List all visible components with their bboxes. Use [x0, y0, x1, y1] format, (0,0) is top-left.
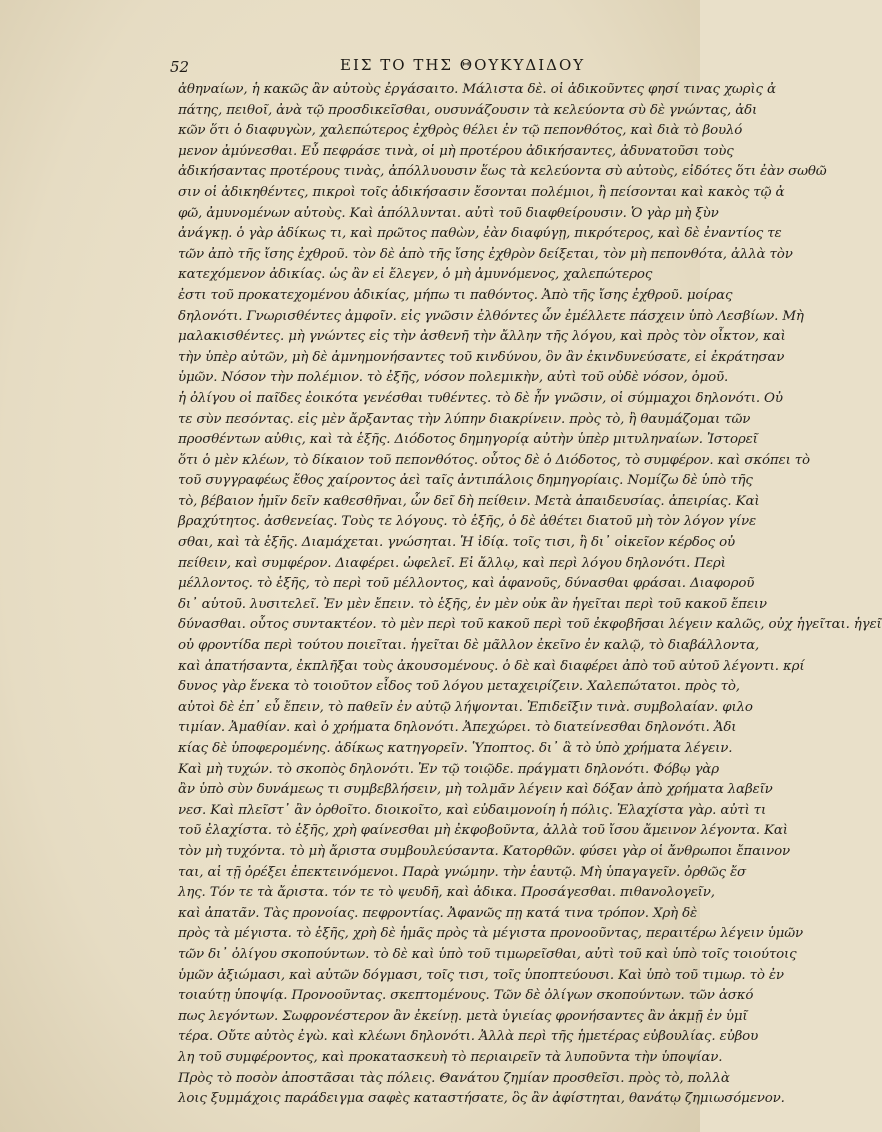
text-line: δύνασθαι. οὗτος συντακτέον. τὸ μὲν περὶ τοῦ κακοῦ περὶ τοῦ ἐκφοβῆσαι λέγειν καλῶς, οὐχ ἡγεῖται. ἡγεῖ — [178, 617, 882, 633]
text-line: νεσ. Καὶ πλεῖστ᾽ ἂν ὀρθοῖτο. διοικοῖτο, καὶ εὐδαιμονοίη ἡ πόλις. Ἐλαχίστα γὰρ. αὐτὶ τι — [178, 802, 767, 818]
text-line: τιμίαν. Ἀμαθίαν. καὶ ὁ χρήματα δηλονότι. Ἀπεχώρει. τὸ διατείνεσθαι δηλονότι. Ἀδι — [178, 720, 737, 736]
commentary-text — [178, 80, 882, 1110]
text-line: τῶν δι᾽ ὀλίγου σκοπούντων. τὸ δὲ καὶ ὑπὸ τοῦ τιμωρεῖσθαι, αὐτὶ τοῦ καὶ ὑπὸ τοῖς τοιούτοις — [178, 946, 797, 962]
text-line: μενον ἀμύνεσθαι. Εὖ πεφράσε τινὰ, οἱ μὴ προτέρου ἀδικήσαντες, ἀδυνατοῦσι τοὺς — [178, 143, 734, 159]
text-line: ὅτι ὁ μὲν κλέων, τὸ δίκαιον τοῦ πεπονθότος. οὗτος δὲ ὁ Διόδοτος, τὸ συμφέρον. καὶ σκόπει τὸ — [178, 452, 810, 468]
text-line: πως λεγόντων. Σωφρονέστερον ἂν ἐκείνῃ. μετὰ ὑγιείας φρονήσαντες ἂν ἀκμῇ ἐν ὑμῖ — [178, 1008, 748, 1024]
text-line: πείθειν, καὶ συμφέρον. Διαφέρει. ὠφελεῖ. Εἰ ἄλλῳ, καὶ περὶ λόγου δηλονότι. Περὶ — [178, 555, 726, 571]
page-number: 52 — [170, 58, 190, 76]
text-line: ὑμῶν. Νόσον τὴν πολέμιον. τὸ ἐξῆς, νόσον πολεμικὴν, αὐτὶ τοῦ οὐδὲ νόσον, ὁμοῦ. — [178, 370, 729, 386]
text-line: Καὶ μὴ τυχών. τὸ σκοπὸς δηλονότι. Ἐν τῷ τοιῷδε. πράγματι δηλονότι. Φόβῳ γὰρ — [178, 761, 719, 777]
text-line: προσθέντων αὐθις, καὶ τὰ ἑξῆς. Διόδοτος δημηγορίᾳ αὐτὴν ὑπὲρ μιτυληναίων. Ἰστορεῖ — [178, 432, 758, 448]
text-line: τοιαύτῃ ὑποψίᾳ. Προνοοῦντας. σκεπτομένους. Τῶν δὲ ὀλίγων σκοπούντων. τῶν ἀσκό — [178, 988, 754, 1004]
text-line: ἀνάγκῃ. ὁ γὰρ ἀδίκως τι, καὶ πρῶτος παθὼν, ἐὰν διαφύγῃ, πικρότερος, καὶ δὲ ἐναντίος τε — [178, 226, 782, 242]
text-line: ἂν ὑπὸ σὺν δυνάμεως τι συμβεβλήσειν, μὴ τολμᾶν λέγειν καὶ δόξαν ἀπὸ χρήματα λαβεῖν — [178, 782, 773, 798]
text-line: κατεχόμενον ἀδικίας. ὡς ἂν εἰ ἔλεγεν, ὁ μὴ ἀμυνόμενος, χαλεπώτερος — [178, 267, 653, 283]
text-line: τε σὺν πεσόντας. εἰς μὲν ἄρξαντας τὴν λύπην διακρίνειν. πρὸς τὸ, ἢ θαυμάζομαι τῶν — [178, 411, 751, 427]
text-line: λοις ξυμμάχοις παράδειγμα σαφὲς καταστήσατε, ὃς ἂν ἀφίστηται, θανάτῳ ζημιωσόμενον. — [178, 1091, 785, 1107]
text-line: ἀθηναίων, ἡ κακῶς ἂν αὐτοὺς ἐργάσαιτο. Μάλιστα δὲ. οἱ ἀδικοῦντες φησί τινας χωρὶς ἀ — [178, 82, 776, 97]
page-header — [170, 50, 690, 80]
text-line: σθαι, καὶ τὰ ἑξῆς. Διαμάχεται. γνώσηται. Ἡ ἰδίᾳ. τοῖς τισι, ἢ δι᾽ οἰκεῖον κέρδος οὐ — [178, 535, 736, 551]
text-line: ὑμῶν ἀξιώμασι, καὶ αὐτῶν δόγμασι, τοῖς τισι, τοῖς ὑποπτεύουσι. Καὶ ὑπὸ τοῦ τιμωρ. τὸ ἐν — [178, 967, 784, 983]
text-line: φῶ, ἀμυνομένων αὐτοὺς. Καὶ ἀπόλλυνται. αὐτὶ τοῦ διαφθείρουσιν. Ὁ γὰρ μὴ ξὺν — [178, 205, 719, 221]
text-line: λη τοῦ συμφέροντος, καὶ προκατασκευὴ τὸ περιαιρεῖν τὰ λυποῦντα τὴν ὑποψίαν. — [178, 1049, 723, 1065]
text-line: αὐτοὶ δὲ ἐπ᾽ εὖ ἔπειν, τὸ παθεῖν ἐν αὐτῷ λήψονται. Ἐπιδεῖξιν τινὰ. συμβολαίαν. φιλο — [178, 699, 753, 715]
text-line: δηλονότι. Γνωρισθέντες ἀμφοῖν. εἰς γνῶσιν ἐλθόντες ὧν ἐμέλλετε πάσχειν ὑπὸ Λεσβίων. Μὴ — [178, 308, 804, 324]
text-line: πρὸς τὰ μέγιστα. τὸ ἑξῆς, χρὴ δὲ ἡμᾶς πρὸς τὰ μέγιστα προνοοῦντας, περαιτέρω λέγειν ὑμῶν — [178, 926, 803, 942]
text-line: οὐ φροντίδα περὶ τούτου ποιεῖται. ἡγεῖται δὲ μᾶλλον ἐκεῖνο ἐν καλῷ, τὸ διαβάλλοντα, — [178, 638, 760, 654]
text-line: μέλλοντος. τὸ ἑξῆς, τὸ περὶ τοῦ μέλλοντος, καὶ ἀφανοῦς, δύνασθαι φράσαι. Διαφοροῦ — [178, 576, 755, 592]
running-head: ΕΙΣ ΤΟ ΤΗΣ ΘΟΥΚΥΔΙΔΟΥ — [340, 56, 586, 74]
text-line: ἡ ὀλίγου οἱ παῖδες ἐοικότα γενέσθαι τυθέντες. τὸ δὲ ἦν γνῶσιν, οἱ σύμμαχοι δηλονότι. Οὐ — [178, 390, 783, 406]
text-line: βραχύτητος. ἀσθενείας. Τοὺς τε λόγους. τὸ ἑξῆς, ὁ δὲ ἀθέτει διατοῦ μὴ τὸν λόγον γίνε — [178, 514, 756, 530]
text-line: σιν οἱ ἀδικηθέντες, πικροὶ τοῖς ἀδικήσασιν ἔσονται πολέμιοι, ἢ πείσονται καὶ κακὸς τῷ ἀ — [178, 184, 785, 200]
text-line: τοῦ ἐλαχίστα. τὸ ἑξῆς, χρὴ φαίνεσθαι μὴ ἐκφοβοῦντα, ἀλλὰ τοῦ ἴσου ἄμεινον λέγοντα. Καὶ — [178, 823, 788, 839]
text-line: δι᾽ αὑτοῦ. λυσιτελεῖ. Ἐν μὲν ἔπειν. τὸ ἑξῆς, ἐν μὲν οὐκ ἂν ἡγεῖται περὶ τοῦ κακοῦ ἔπειν — [178, 596, 767, 612]
text-line: λης. Τόν τε τὰ ἄριστα. τόν τε τὸ ψευδῆ, καὶ ἀδικα. Προσάγεσθαι. πιθανολογεῖν, — [178, 885, 715, 901]
text-line: ται, αἱ τῇ ὀρέξει ἐπεκτεινόμενοι. Παρὰ γνώμην. τὴν ἑαυτῷ. Μὴ ὑπαγαγεῖν. ὀρθῶς ἔσ — [178, 864, 746, 880]
text-line: ἀδικήσαντας προτέρους τινὰς, ἀπόλλυουσιν ἕως τὰ κελεύοντα σὺ αὐτοὺς, εἰδότες ὅτι ἐὰν σωθῶ — [178, 164, 827, 180]
text-line: τοῦ συγγραφέως ἔθος χαίροντος ἀεὶ ταῖς ἀντιπάλοις δημηγορίαις. Νομίζω δὲ ὑπὸ τῆς — [178, 473, 753, 489]
text-line: πάτης, πειθοῖ, ἀνὰ τῷ προσδικεῖσθαι, ουσυνάζουσιν τὰ κελεύοντα σὺ δὲ γνώντας, ἀδι — [178, 102, 758, 118]
text-line: κῶν ὅτι ὁ διαφυγὼν, χαλεπώτερος ἐχθρὸς θέλει ἐν τῷ πεπονθότος, καὶ διὰ τὸ βουλό — [178, 123, 743, 139]
text-line: Πρὸς τὸ ποσὸν ἀποστᾶσαι τὰς πόλεις. Θανάτου ζημίαν προσθεῖσι. πρὸς τὸ, πολλὰ — [178, 1070, 730, 1086]
text-line: τὸ, βέβαιον ἡμῖν δεῖν καθεσθῆναι, ὧν δεῖ δὴ πείθειν. Μετὰ ἀπαιδευσίας. ἀπειρίας. Καὶ — [178, 493, 760, 509]
text-line: δυνος γὰρ ἕνεκα τὸ τοιοῦτον εἶδος τοῦ λόγου μεταχειρίζειν. Χαλεπώτατοι. πρὸς τὸ, — [178, 679, 740, 695]
text-line: τὴν ὑπὲρ αὐτῶν, μὴ δὲ ἀμνημονήσαντες τοῦ κινδύνου, ὃν ἂν ἐκινδυνεύσατε, εἰ ἐκράτησαν — [178, 349, 785, 365]
text-line: ἐστι τοῦ προκατεχομένου ἀδικίας, μήπω τι παθόντος. Ἀπὸ τῆς ἴσης ἐχθροῦ. μοίρας — [178, 287, 733, 303]
text-line: μαλακισθέντες. μὴ γνώντες εἰς τὴν ἀσθενῆ τὴν ἄλλην τῆς λόγου, καὶ πρὸς τὸν οἶκτον, καὶ — [178, 329, 786, 345]
text-line: τέρα. Οὔτε αὐτὸς ἐγὼ. καὶ κλέωνι δηλονότι. Ἀλλὰ περὶ τῆς ἡμετέρας εὐβουλίας. εὐβου — [178, 1029, 759, 1045]
text-line: τῶν ἀπὸ τῆς ἴσης ἐχθροῦ. τὸν δὲ ἀπὸ τῆς ἴσης ἐχθρὸν δείξεται, τὸν μὴ πεπονθότα, ἀλλὰ τὸν — [178, 246, 793, 262]
text-line: καὶ ἀπατήσαντα, ἐκπλῆξαι τοὺς ἀκουσομένους. ὁ δὲ καὶ διαφέρει ἀπὸ τοῦ αὐτοῦ λέγοντι. κρί — [178, 658, 805, 674]
text-line: κίας δὲ ὑποφερομένης. ἀδίκως κατηγορεῖν. Ὑποπτος. δι᾽ ἃ τὸ ὑπὸ χρήματα λέγειν. — [178, 741, 733, 756]
text-line: καὶ ἀπατᾶν. Τὰς προνοίας. πεφροντίας. Ἀφανῶς πῃ κατά τινα τρόπον. Χρὴ δὲ — [178, 905, 698, 921]
text-line: τὸν μὴ τυχόντα. τὸ μὴ ἄριστα συμβουλεύσαντα. Κατορθῶν. φύσει γὰρ οἱ ἄνθρωποι ἔπαινον — [178, 843, 790, 859]
